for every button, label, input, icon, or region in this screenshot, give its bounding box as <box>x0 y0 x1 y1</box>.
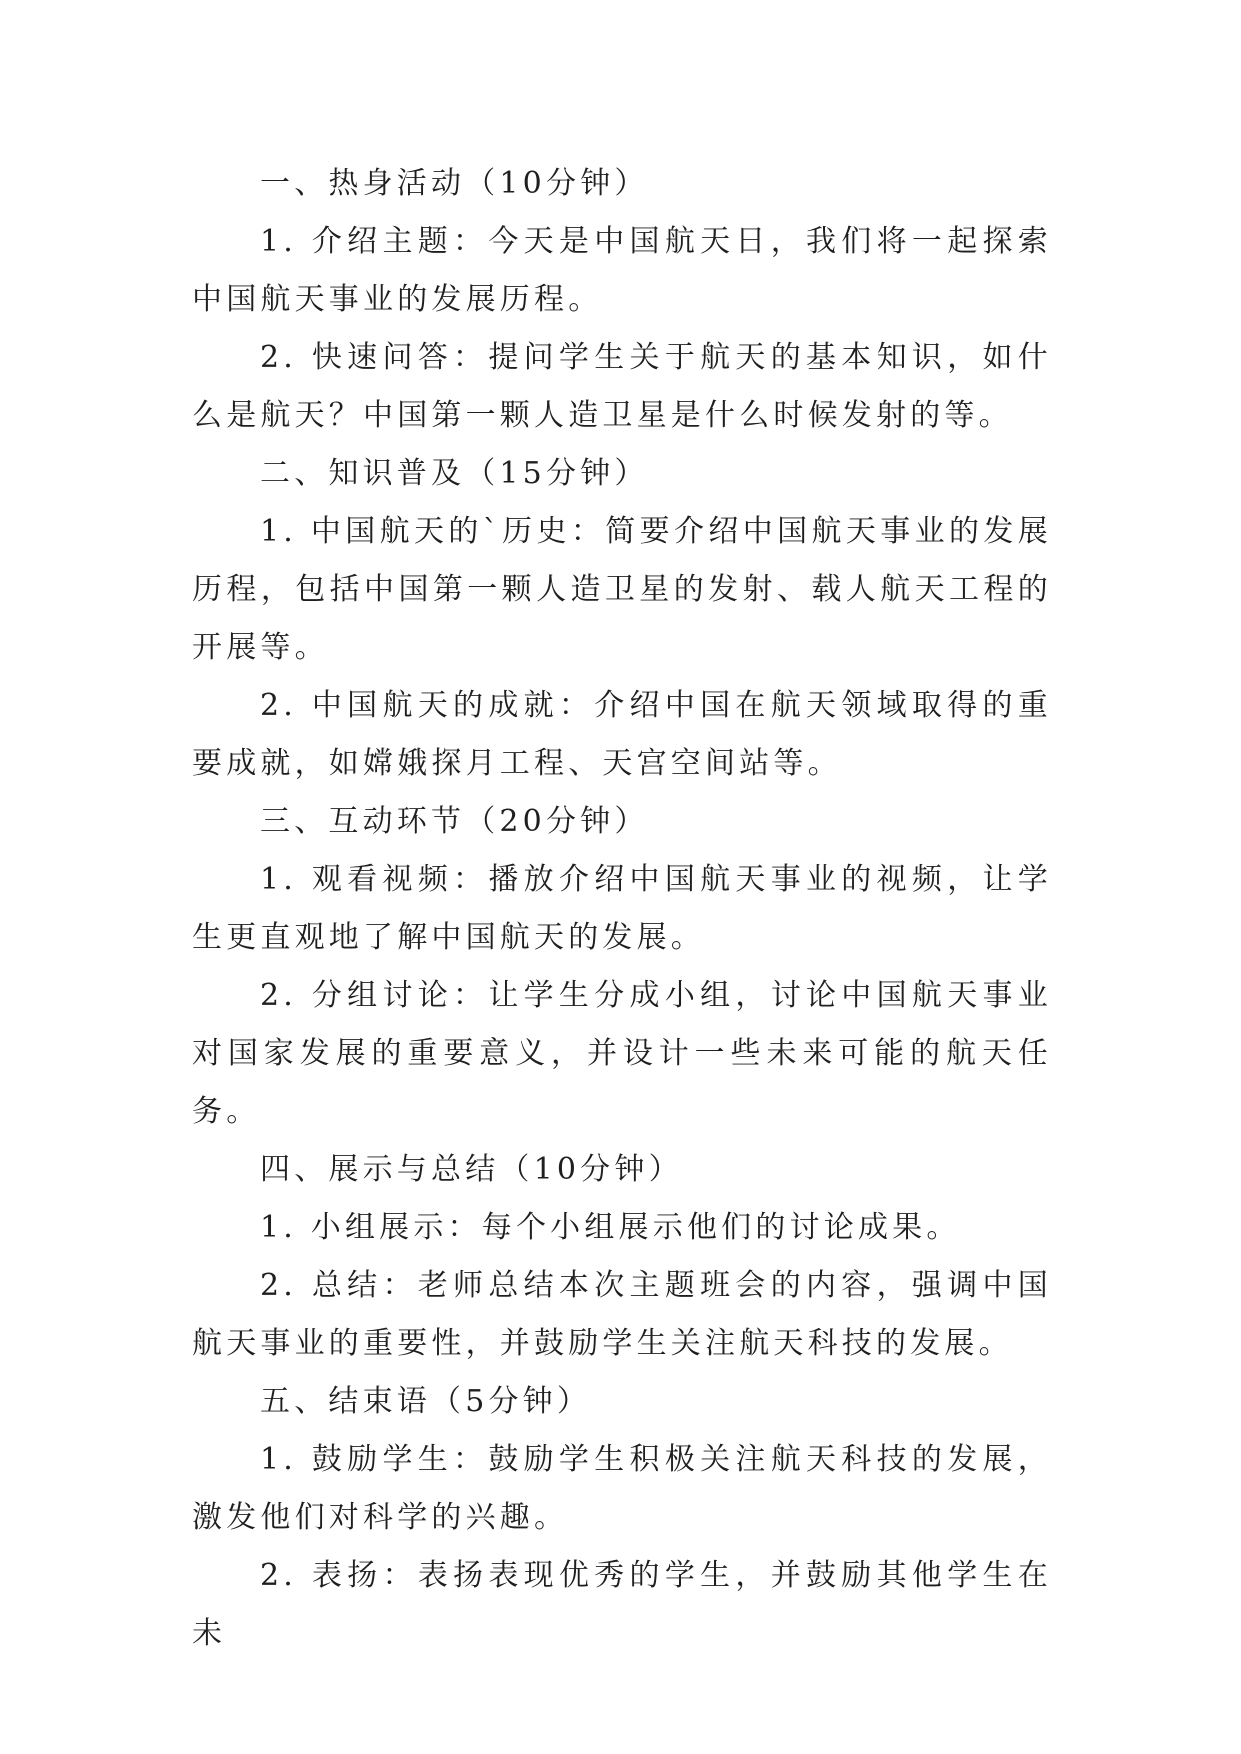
paragraph-group-presentation: 1. 小组展示：每个小组展示他们的讨论成果。 <box>260 1210 961 1245</box>
section-heading-warmup: 一、热身活动（10分钟） <box>260 166 649 201</box>
paragraph-history: 1. 中国航天的`历史：简要介绍中国航天事业的发展历程，包括中国第一颗人造卫星的发射、载人航天工程的开展等。 <box>192 514 1052 665</box>
paragraph-watch-video: 1. 观看视频：播放介绍中国航天事业的视频，让学生更直观地了解中国航天的发展。 <box>192 862 1052 955</box>
paragraph-praise: 2. 表扬：表扬表现优秀的学生，并鼓励其他学生在未 <box>192 1558 1052 1651</box>
section-heading-presentation: 四、展示与总结（10分钟） <box>260 1152 683 1187</box>
paragraph-achievements: 2. 中国航天的成就：介绍中国在航天领域取得的重要成就，如嫦娥探月工程、天宫空间站等。 <box>192 688 1052 781</box>
section-heading-interaction: 三、互动环节（20分钟） <box>260 804 649 839</box>
paragraph-summary: 2. 总结：老师总结本次主题班会的内容，强调中国航天事业的重要性，并鼓励学生关注航天科技的发展。 <box>192 1268 1052 1361</box>
paragraph-encourage-students: 1. 鼓励学生：鼓励学生积极关注航天科技的发展，激发他们对科学的兴趣。 <box>192 1442 1052 1535</box>
section-heading-knowledge: 二、知识普及（15分钟） <box>260 456 649 491</box>
paragraph-intro-topic: 1. 介绍主题：今天是中国航天日，我们将一起探索中国航天事业的发展历程。 <box>192 224 1052 317</box>
paragraph-quick-qa: 2. 快速问答：提问学生关于航天的基本知识，如什么是航天？中国第一颗人造卫星是什么时候发射的等。 <box>192 340 1052 433</box>
paragraph-group-discussion: 2. 分组讨论：让学生分成小组，讨论中国航天事业对国家发展的重要意义，并设计一些未来可能的航天任务。 <box>192 978 1052 1129</box>
section-heading-closing: 五、结束语（5分钟） <box>260 1384 592 1419</box>
document-body <box>192 155 1052 1663</box>
